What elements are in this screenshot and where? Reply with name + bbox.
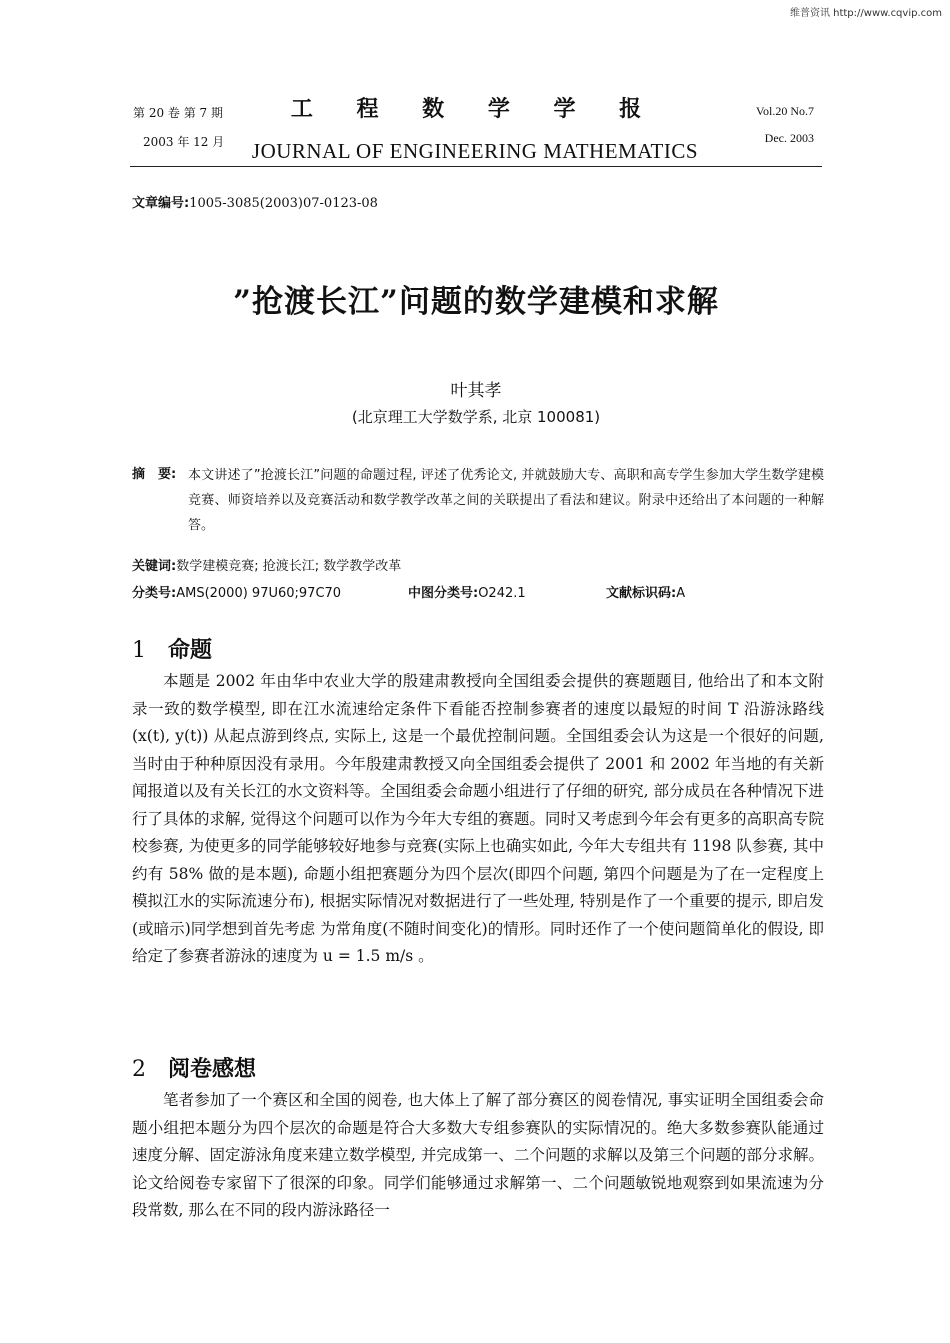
journal-title-en: JOURNAL OF ENGINEERING MATHEMATICS: [251, 139, 699, 163]
author: 叶其孝: [450, 381, 502, 401]
clc-value: O242.1: [478, 586, 526, 601]
section-heading-1: [132, 633, 212, 664]
section-title: 命题: [168, 637, 213, 663]
clc-number: [408, 582, 526, 601]
header-rule: [130, 166, 822, 167]
paragraph: 笔者参加了一个赛区和全国的阅卷, 也大体上了解了部分赛区的阅卷情况, 事实证明全国组委会命题小组把本题分为四个层次的命题是符合大多数大专组参赛队的实际情况的。绝大多数参赛队能通过速度分解、固定游泳角度来建立数学模型, 并完成第一、二个问题的求解以及第三个问题的部分求解。论文给阅卷专家留下了很深的印象。同学们能够通过求解第一、二个问题敏锐地观察到如果流速为分段常数, 那么在不同的段内游泳路径一: [132, 1091, 824, 1219]
volume-cn: 第 20 卷 第 7 期: [133, 106, 223, 120]
paper-title: ”抢渡长江”问题的数学建模和求解: [233, 284, 719, 320]
abstract-text: 本文讲述了”抢渡长江”问题的命题过程, 评述了优秀论文, 并就鼓励大专、高职和高专学生参加大学生数学建模竞赛、师资培养以及竞赛活动和数学教学改革之间的关联提出了看法和建议。附录中还给出了本问题的一种解答。: [188, 468, 824, 533]
article-number-label: 文章编号:: [132, 196, 190, 211]
header-left: [133, 104, 224, 162]
section-body-2: [132, 1087, 824, 1225]
abstract: [132, 463, 824, 538]
class-label: 分类号:: [132, 586, 177, 601]
date-en: Dec. 2003: [764, 131, 814, 145]
article-number-value: 1005-3085(2003)07-0123-08: [189, 196, 378, 211]
doc-value: A: [676, 586, 686, 601]
clc-label: 中图分类号:: [408, 586, 479, 601]
header-right: [756, 104, 814, 158]
watermark: 维普资讯 http://www.cqvip.com: [789, 8, 942, 19]
abstract-label: 摘 要:: [132, 467, 177, 482]
article-number: [132, 192, 378, 211]
paragraph: 本题是 2002 年由华中农业大学的殷建肃教授向全国组委会提供的赛题题目, 他给出了和本文附录一致的数学模型, 即在江水流速给定条件下看能否控制参赛者的速度以最短的时间 T 沿游泳路线 (x(t), y(t)) 从起点游到终点, 实际上, 这是一个最优控制问题。全国组委会认为这是一个很好的问题, 当时由于种种原因没有录用。今年殷建肃教授又向全国组委会提供了 2001 和 2002 年当地的有关新闻报道以及有关长江的水文资料等。全国组委会命题小组进行了仔细的研究, 部分成员在各种情况下进行了具体的求解, 觉得这个问题可以作为今年大专组的赛题。同时又考虑到今年会有更多的高职高专院校参赛, 为使更多的同学能够较好地参与竞赛(实际上也确实如此, 今年大专组共有 1198 队参赛, 其中约有 58% 做的是本题), 命题小组把赛题分为四个层次(即四个问题, 第四个问题是为了在一定程度上模拟江水的实际流速分布), 根据实际情况对数据进行了一些处理, 特别是作了一个重要的提示, 即启发(或暗示)同学想到首先考虑 为常角度(不随时间变化)的情形。同时还作了一个使问题简单化的假设, 即给定了参赛者游泳的速度为 u = 1.5 m/s 。: [132, 672, 824, 965]
affiliation: (北京理工大学数学系, 北京 100081): [351, 408, 601, 426]
keywords: [132, 555, 401, 574]
date-cn: 2003 年 12 月: [143, 135, 225, 149]
doc-label: 文献标识码:: [606, 586, 677, 601]
section-number: 1: [132, 638, 146, 663]
doc-code: [606, 582, 685, 601]
keywords-value: 数学建模竞赛; 抢渡长江; 数学教学改革: [176, 559, 402, 574]
keywords-label: 关键词:: [132, 559, 177, 574]
journal-title-cn: 工 程 数 学 学 报: [290, 96, 660, 122]
section-title: 阅卷感想: [168, 1056, 257, 1082]
section-number: 2: [132, 1057, 146, 1082]
class-number: [132, 582, 341, 601]
header-center: [245, 92, 705, 164]
volume-en: Vol.20 No.7: [755, 104, 814, 118]
class-value: AMS(2000) 97U60;97C70: [176, 586, 342, 601]
section-body-1: [132, 668, 824, 971]
section-heading-2: [132, 1052, 256, 1083]
